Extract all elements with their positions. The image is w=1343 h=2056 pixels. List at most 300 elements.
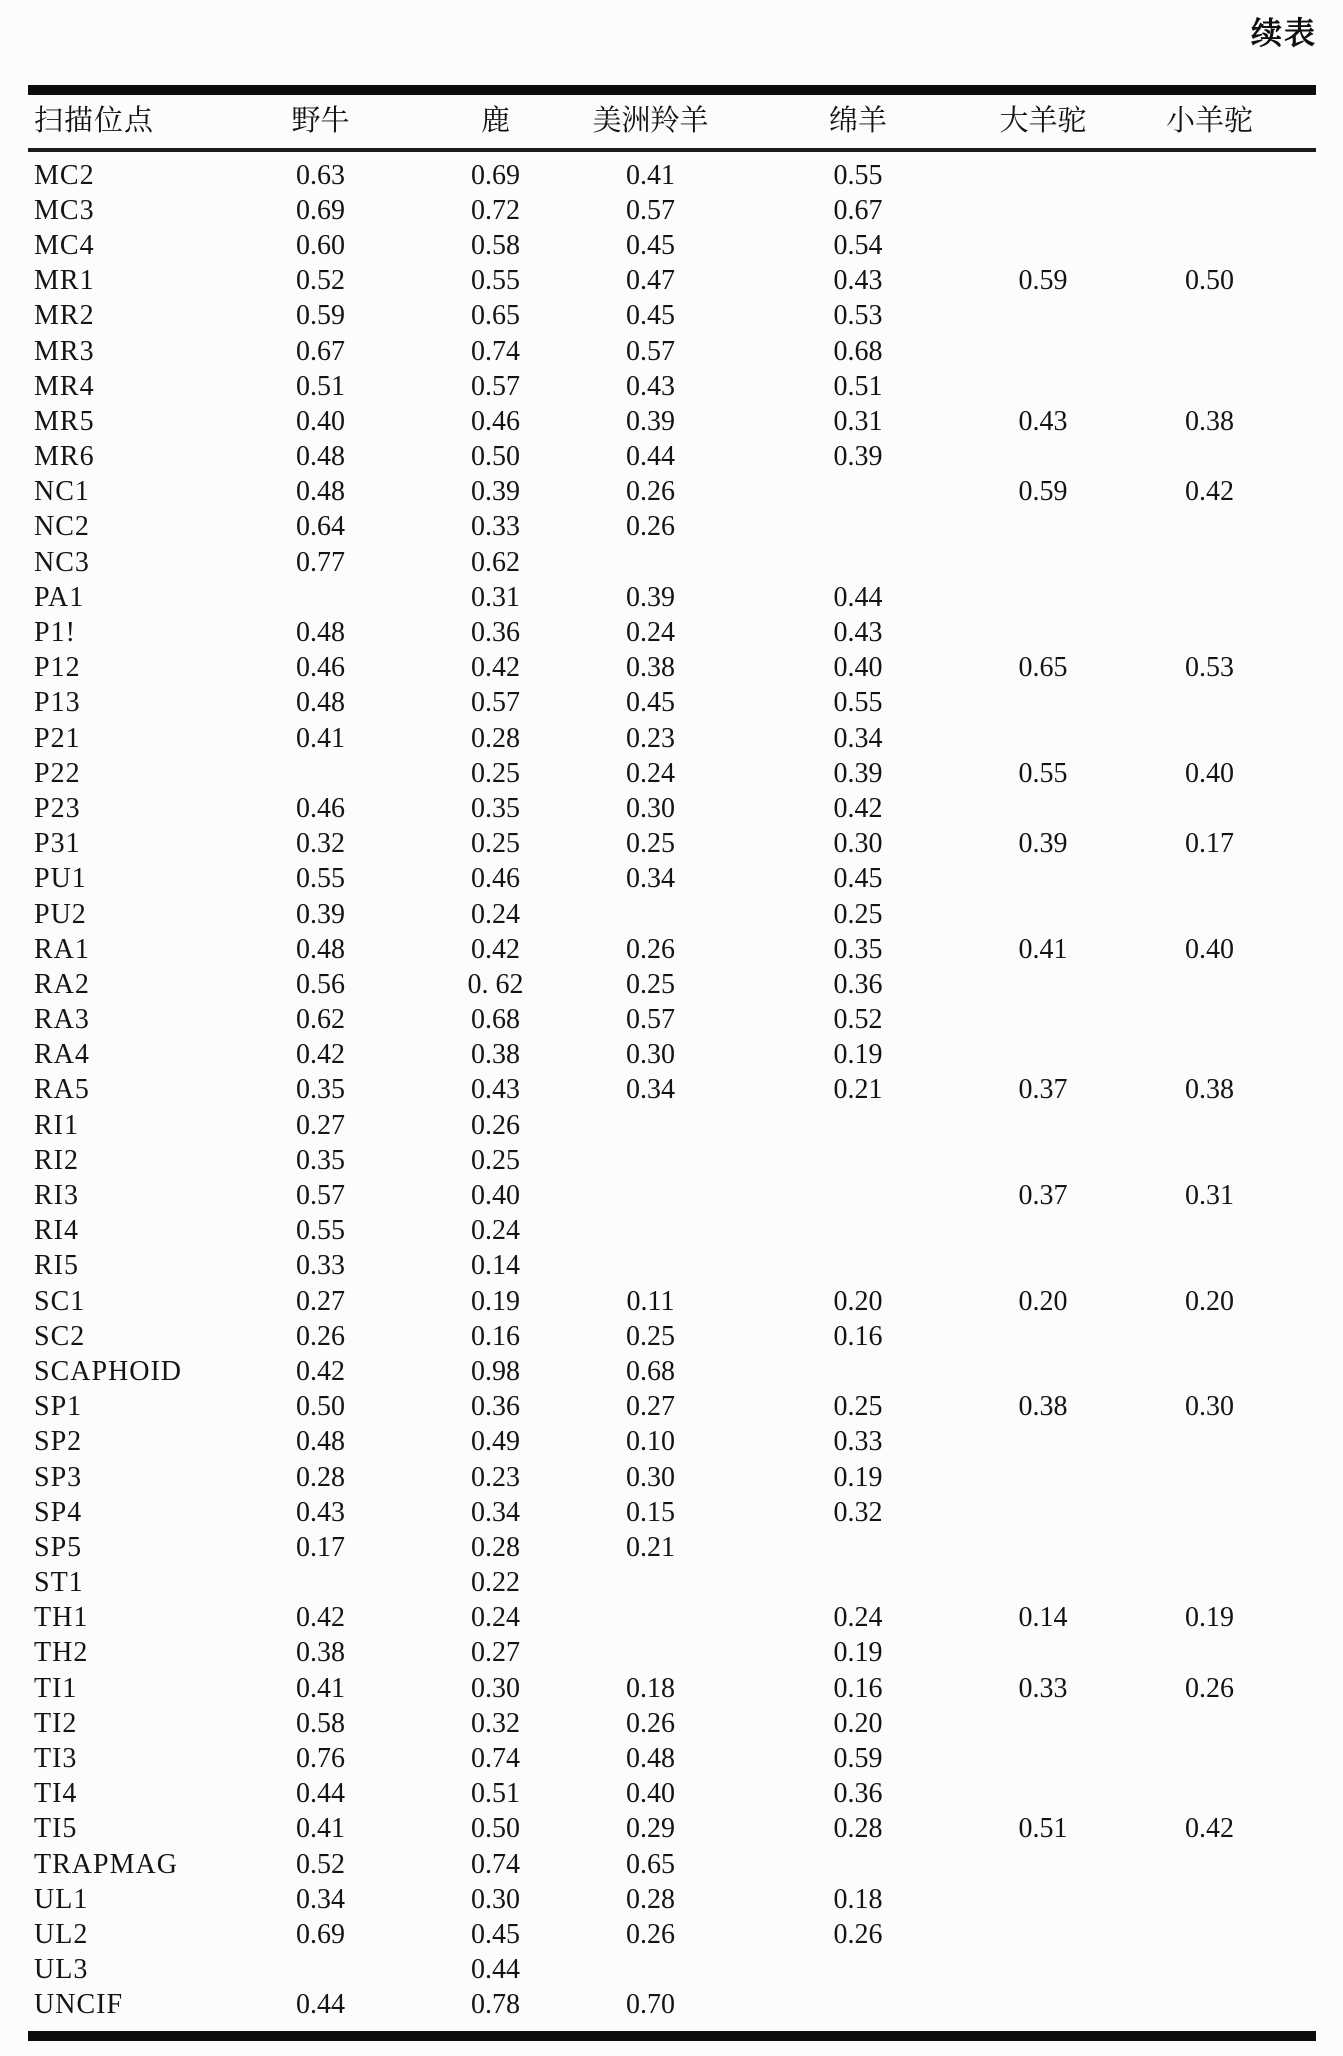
site-label: MR3 — [34, 335, 95, 367]
table-row — [28, 1143, 1316, 1178]
table-row — [28, 475, 1316, 510]
value-cell: 0.50 — [296, 1391, 345, 1423]
value-cell: 0.55 — [1018, 757, 1068, 789]
value-cell: 0.20 — [1018, 1285, 1068, 1317]
table-body — [28, 152, 1316, 2031]
site-label: RA4 — [34, 1039, 90, 1071]
value-cell: 0.57 — [626, 1004, 675, 1036]
value-cell: 0.16 — [471, 1320, 520, 1352]
value-cell: 0.43 — [296, 1496, 345, 1528]
value-cell: 0.74 — [471, 1743, 520, 1775]
value-cell: 0.39 — [626, 405, 675, 437]
value-cell: 0.37 — [1018, 1180, 1068, 1212]
value-cell: 0.55 — [296, 1215, 345, 1247]
value-cell: 0.41 — [296, 722, 345, 754]
site-label: NC1 — [34, 476, 90, 508]
value-cell: 0.14 — [1018, 1602, 1068, 1634]
value-cell: 0.44 — [296, 1778, 345, 1810]
value-cell: 0.57 — [296, 1180, 345, 1212]
value-cell: 0.39 — [626, 581, 675, 613]
table-row — [28, 1249, 1316, 1284]
value-cell: 0.59 — [1018, 265, 1068, 297]
site-label: P21 — [34, 722, 81, 754]
value-cell: 0.24 — [833, 1602, 883, 1634]
value-cell: 0.51 — [471, 1778, 520, 1810]
value-cell: 0.28 — [626, 1883, 675, 1915]
table-row — [28, 686, 1316, 721]
value-cell: 0.36 — [471, 617, 520, 649]
value-cell: 0.52 — [296, 1848, 345, 1880]
value-cell: 0. 62 — [467, 968, 524, 1000]
value-cell: 0.50 — [471, 441, 520, 473]
value-cell: 0.46 — [471, 863, 520, 895]
value-cell: 0.11 — [626, 1285, 675, 1317]
value-cell: 0.26 — [626, 1918, 675, 1950]
table-row — [28, 1073, 1316, 1108]
site-label: MR6 — [34, 441, 95, 473]
value-cell: 0.28 — [833, 1813, 883, 1845]
value-cell: 0.25 — [626, 828, 675, 860]
value-cell: 0.14 — [471, 1250, 520, 1282]
value-cell: 0.39 — [296, 898, 345, 930]
value-cell: 0.34 — [296, 1883, 345, 1915]
value-cell: 0.43 — [626, 370, 675, 402]
value-cell: 0.15 — [626, 1496, 675, 1528]
site-label: SP2 — [34, 1426, 83, 1458]
value-cell: 0.17 — [296, 1531, 345, 1563]
value-cell: 0.39 — [1018, 828, 1068, 860]
table-row — [28, 1178, 1316, 1213]
table-row — [28, 1425, 1316, 1460]
value-cell: 0.23 — [471, 1461, 520, 1493]
table-row — [28, 1636, 1316, 1671]
value-cell: 0.35 — [296, 1144, 345, 1176]
value-cell: 0.19 — [833, 1637, 883, 1669]
value-cell: 0.45 — [833, 863, 883, 895]
column-header-4: 绵羊 — [828, 105, 887, 137]
table-row — [28, 791, 1316, 826]
site-label: RI2 — [34, 1144, 79, 1176]
value-cell: 0.25 — [626, 1320, 675, 1352]
value-cell: 0.48 — [626, 1743, 675, 1775]
value-cell: 0.43 — [1018, 405, 1068, 437]
site-label: TI5 — [34, 1813, 78, 1845]
value-cell: 0.26 — [471, 1109, 520, 1141]
table-row — [28, 158, 1316, 193]
value-cell: 0.59 — [1018, 476, 1068, 508]
column-header-3: 美洲羚羊 — [592, 105, 709, 137]
value-cell: 0.31 — [833, 405, 883, 437]
value-cell: 0.40 — [626, 1778, 675, 1810]
table-row — [28, 1214, 1316, 1249]
value-cell: 0.25 — [833, 898, 883, 930]
table-row — [28, 228, 1316, 263]
value-cell: 0.39 — [471, 476, 520, 508]
table-row — [28, 827, 1316, 862]
value-cell: 0.24 — [626, 757, 675, 789]
value-cell: 0.34 — [471, 1496, 520, 1528]
value-cell: 0.25 — [471, 1144, 520, 1176]
value-cell: 0.20 — [1185, 1285, 1234, 1317]
value-cell: 0.55 — [471, 265, 520, 297]
value-cell: 0.57 — [471, 687, 520, 719]
value-cell: 0.44 — [626, 441, 675, 473]
value-cell: 0.16 — [833, 1672, 883, 1704]
value-cell: 0.43 — [471, 1074, 520, 1106]
value-cell: 0.19 — [833, 1039, 883, 1071]
table-row — [28, 1917, 1316, 1952]
table-row — [28, 1953, 1316, 1988]
data-table — [28, 85, 1316, 2041]
value-cell: 0.57 — [471, 370, 520, 402]
value-cell: 0.51 — [833, 370, 883, 402]
value-cell: 0.43 — [833, 617, 883, 649]
value-cell: 0.33 — [296, 1250, 345, 1282]
value-cell: 0.51 — [296, 370, 345, 402]
column-header-6: 小羊驼 — [1165, 105, 1253, 137]
site-label: MR1 — [34, 265, 95, 297]
value-cell: 0.68 — [833, 335, 883, 367]
value-cell: 0.42 — [296, 1602, 345, 1634]
value-cell: 0.26 — [626, 1707, 675, 1739]
table-row — [28, 721, 1316, 756]
site-label: MC2 — [34, 159, 95, 191]
value-cell: 0.42 — [296, 1039, 345, 1071]
value-cell: 0.19 — [833, 1461, 883, 1493]
value-cell: 0.43 — [833, 265, 883, 297]
table-row — [28, 1777, 1316, 1812]
value-cell: 0.39 — [833, 441, 883, 473]
value-cell: 0.33 — [833, 1426, 883, 1458]
value-cell: 0.65 — [471, 300, 520, 332]
site-label: RI4 — [34, 1215, 79, 1247]
table-header-row — [28, 95, 1316, 152]
table-row — [28, 932, 1316, 967]
value-cell: 0.72 — [471, 194, 520, 226]
table-row — [28, 1706, 1316, 1741]
table-row — [28, 299, 1316, 334]
value-cell: 0.21 — [833, 1074, 883, 1106]
site-label: MC3 — [34, 194, 95, 226]
value-cell: 0.40 — [296, 405, 345, 437]
value-cell: 0.56 — [296, 968, 345, 1000]
value-cell: 0.69 — [471, 159, 520, 191]
site-label: SP3 — [34, 1461, 83, 1493]
value-cell: 0.52 — [296, 265, 345, 297]
site-label: TH1 — [34, 1602, 89, 1634]
table-row — [28, 1882, 1316, 1917]
table-row — [28, 1847, 1316, 1882]
value-cell: 0.45 — [471, 1918, 520, 1950]
value-cell: 0.38 — [471, 1039, 520, 1071]
table-row — [28, 1566, 1316, 1601]
value-cell: 0.47 — [626, 265, 675, 297]
table-row — [28, 967, 1316, 1002]
table-row — [28, 580, 1316, 615]
value-cell: 0.62 — [296, 1004, 345, 1036]
continued-table-label: 续表 — [1251, 16, 1317, 51]
value-cell: 0.40 — [1185, 933, 1234, 965]
value-cell: 0.21 — [626, 1531, 675, 1563]
value-cell: 0.74 — [471, 1848, 520, 1880]
value-cell: 0.48 — [296, 441, 345, 473]
value-cell: 0.25 — [471, 828, 520, 860]
value-cell: 0.27 — [471, 1637, 520, 1669]
site-label: RI1 — [34, 1109, 79, 1141]
site-label: P22 — [34, 757, 81, 789]
value-cell: 0.55 — [833, 687, 883, 719]
value-cell: 0.50 — [1185, 265, 1234, 297]
value-cell: 0.24 — [626, 617, 675, 649]
table-row — [28, 756, 1316, 791]
value-cell: 0.69 — [296, 194, 345, 226]
value-cell: 0.38 — [626, 652, 675, 684]
site-label: P13 — [34, 687, 81, 719]
value-cell: 0.48 — [296, 1426, 345, 1458]
value-cell: 0.78 — [471, 1989, 520, 2021]
value-cell: 0.36 — [833, 968, 883, 1000]
value-cell: 0.42 — [1185, 1813, 1234, 1845]
value-cell: 0.42 — [471, 933, 520, 965]
table-row — [28, 404, 1316, 439]
value-cell: 0.27 — [626, 1391, 675, 1423]
site-label: NC3 — [34, 546, 90, 578]
value-cell: 0.46 — [471, 405, 520, 437]
value-cell: 0.37 — [1018, 1074, 1068, 1106]
value-cell: 0.38 — [1185, 1074, 1234, 1106]
value-cell: 0.17 — [1185, 828, 1234, 860]
value-cell: 0.62 — [471, 546, 520, 578]
site-label: SC1 — [34, 1285, 86, 1317]
value-cell: 0.22 — [471, 1567, 520, 1599]
value-cell: 0.26 — [833, 1918, 883, 1950]
value-cell: 0.30 — [1185, 1391, 1234, 1423]
value-cell: 0.30 — [471, 1672, 520, 1704]
table-row — [28, 1988, 1316, 2023]
site-label: TI3 — [34, 1743, 78, 1775]
table-row — [28, 1741, 1316, 1776]
value-cell: 0.58 — [296, 1707, 345, 1739]
site-label: NC2 — [34, 511, 90, 543]
table-row — [28, 264, 1316, 299]
value-cell: 0.48 — [296, 933, 345, 965]
value-cell: 0.31 — [471, 581, 520, 613]
value-cell: 0.59 — [833, 1743, 883, 1775]
value-cell: 0.48 — [296, 687, 345, 719]
site-label: RA2 — [34, 968, 90, 1000]
value-cell: 0.65 — [1018, 652, 1068, 684]
value-cell: 0.77 — [296, 546, 345, 578]
value-cell: 0.25 — [471, 757, 520, 789]
value-cell: 0.10 — [626, 1426, 675, 1458]
value-cell: 0.41 — [1018, 933, 1068, 965]
value-cell: 0.36 — [471, 1391, 520, 1423]
value-cell: 0.38 — [296, 1637, 345, 1669]
value-cell: 0.24 — [471, 898, 520, 930]
value-cell: 0.49 — [471, 1426, 520, 1458]
value-cell: 0.98 — [471, 1355, 520, 1387]
table-row — [28, 1003, 1316, 1038]
column-header-0: 扫描位点 — [34, 105, 155, 137]
table-row — [28, 1530, 1316, 1565]
value-cell: 0.32 — [296, 828, 345, 860]
value-cell: 0.64 — [296, 511, 345, 543]
value-cell: 0.59 — [296, 300, 345, 332]
value-cell: 0.40 — [1185, 757, 1234, 789]
value-cell: 0.28 — [471, 1531, 520, 1563]
value-cell: 0.60 — [296, 229, 345, 261]
value-cell: 0.19 — [471, 1285, 520, 1317]
table-row — [28, 193, 1316, 228]
value-cell: 0.76 — [296, 1743, 345, 1775]
site-label: UL1 — [34, 1883, 89, 1915]
value-cell: 0.34 — [626, 1074, 675, 1106]
site-label: P23 — [34, 792, 81, 824]
value-cell: 0.18 — [626, 1672, 675, 1704]
site-label: MR4 — [34, 370, 95, 402]
value-cell: 0.42 — [296, 1355, 345, 1387]
value-cell: 0.52 — [833, 1004, 883, 1036]
table-row — [28, 1354, 1316, 1389]
value-cell: 0.33 — [1018, 1672, 1068, 1704]
value-cell: 0.32 — [471, 1707, 520, 1739]
value-cell: 0.40 — [833, 652, 883, 684]
site-label: SC2 — [34, 1320, 86, 1352]
site-label: RA1 — [34, 933, 90, 965]
table-row — [28, 1319, 1316, 1354]
value-cell: 0.57 — [626, 194, 675, 226]
site-label: SP4 — [34, 1496, 83, 1528]
value-cell: 0.65 — [626, 1848, 675, 1880]
value-cell: 0.39 — [833, 757, 883, 789]
site-label: RA5 — [34, 1074, 90, 1106]
value-cell: 0.50 — [471, 1813, 520, 1845]
value-cell: 0.69 — [296, 1918, 345, 1950]
site-label: RI5 — [34, 1250, 79, 1282]
value-cell: 0.46 — [296, 792, 345, 824]
table-row — [28, 615, 1316, 650]
value-cell: 0.48 — [296, 476, 345, 508]
value-cell: 0.35 — [833, 933, 883, 965]
value-cell: 0.40 — [471, 1180, 520, 1212]
value-cell: 0.51 — [1018, 1813, 1068, 1845]
site-label: PA1 — [34, 581, 85, 613]
value-cell: 0.53 — [833, 300, 883, 332]
value-cell: 0.67 — [833, 194, 883, 226]
value-cell: 0.70 — [626, 1989, 675, 2021]
site-label: MR5 — [34, 405, 95, 437]
value-cell: 0.26 — [626, 476, 675, 508]
value-cell: 0.41 — [296, 1672, 345, 1704]
table-row — [28, 545, 1316, 580]
value-cell: 0.46 — [296, 652, 345, 684]
value-cell: 0.16 — [833, 1320, 883, 1352]
site-label: TRAPMAG — [34, 1848, 178, 1880]
site-label: SP5 — [34, 1531, 83, 1563]
table-row — [28, 1390, 1316, 1425]
table-row — [28, 897, 1316, 932]
value-cell: 0.55 — [833, 159, 883, 191]
column-header-5: 大羊驼 — [999, 105, 1087, 137]
value-cell: 0.26 — [296, 1320, 345, 1352]
site-label: UL3 — [34, 1954, 89, 1986]
site-label: TI4 — [34, 1778, 78, 1810]
value-cell: 0.48 — [296, 617, 345, 649]
site-label: PU2 — [34, 898, 87, 930]
value-cell: 0.35 — [471, 792, 520, 824]
value-cell: 0.36 — [833, 1778, 883, 1810]
value-cell: 0.44 — [833, 581, 883, 613]
site-label: TI1 — [34, 1672, 78, 1704]
value-cell: 0.34 — [626, 863, 675, 895]
table-row — [28, 1284, 1316, 1319]
table-row — [28, 1460, 1316, 1495]
value-cell: 0.63 — [296, 159, 345, 191]
value-cell: 0.58 — [471, 229, 520, 261]
column-header-1: 野牛 — [291, 105, 350, 137]
value-cell: 0.42 — [471, 652, 520, 684]
value-cell: 0.29 — [626, 1813, 675, 1845]
table-row — [28, 1495, 1316, 1530]
value-cell: 0.35 — [296, 1074, 345, 1106]
column-header-2: 鹿 — [480, 105, 510, 137]
site-label: SCAPHOID — [34, 1355, 183, 1387]
value-cell: 0.27 — [296, 1285, 345, 1317]
site-label: SP1 — [34, 1391, 83, 1423]
value-cell: 0.25 — [626, 968, 675, 1000]
value-cell: 0.45 — [626, 687, 675, 719]
value-cell: 0.38 — [1018, 1391, 1068, 1423]
table-row — [28, 1108, 1316, 1143]
site-label: UNCIF — [34, 1989, 124, 2021]
value-cell: 0.28 — [471, 722, 520, 754]
site-label: TH2 — [34, 1637, 89, 1669]
site-label: TI2 — [34, 1707, 78, 1739]
site-label: MR2 — [34, 300, 95, 332]
value-cell: 0.26 — [626, 511, 675, 543]
value-cell: 0.68 — [626, 1355, 675, 1387]
value-cell: 0.30 — [626, 792, 675, 824]
value-cell: 0.34 — [833, 722, 883, 754]
value-cell: 0.24 — [471, 1602, 520, 1634]
table-row — [28, 369, 1316, 404]
value-cell: 0.74 — [471, 335, 520, 367]
site-label: UL2 — [34, 1918, 89, 1950]
value-cell: 0.18 — [833, 1883, 883, 1915]
table-row — [28, 1038, 1316, 1073]
value-cell: 0.33 — [471, 511, 520, 543]
value-cell: 0.32 — [833, 1496, 883, 1528]
value-cell: 0.28 — [296, 1461, 345, 1493]
value-cell: 0.30 — [471, 1883, 520, 1915]
value-cell: 0.30 — [626, 1461, 675, 1493]
value-cell: 0.68 — [471, 1004, 520, 1036]
value-cell: 0.25 — [833, 1391, 883, 1423]
table-row — [28, 1601, 1316, 1636]
value-cell: 0.27 — [296, 1109, 345, 1141]
site-label: RI3 — [34, 1180, 79, 1212]
site-label: P31 — [34, 828, 81, 860]
table-row — [28, 510, 1316, 545]
value-cell: 0.23 — [626, 722, 675, 754]
value-cell: 0.20 — [833, 1707, 883, 1739]
site-label: RA3 — [34, 1004, 90, 1036]
value-cell: 0.57 — [626, 335, 675, 367]
site-label: P1! — [34, 617, 76, 649]
table-row — [28, 1671, 1316, 1706]
value-cell: 0.67 — [296, 335, 345, 367]
value-cell: 0.41 — [626, 159, 675, 191]
